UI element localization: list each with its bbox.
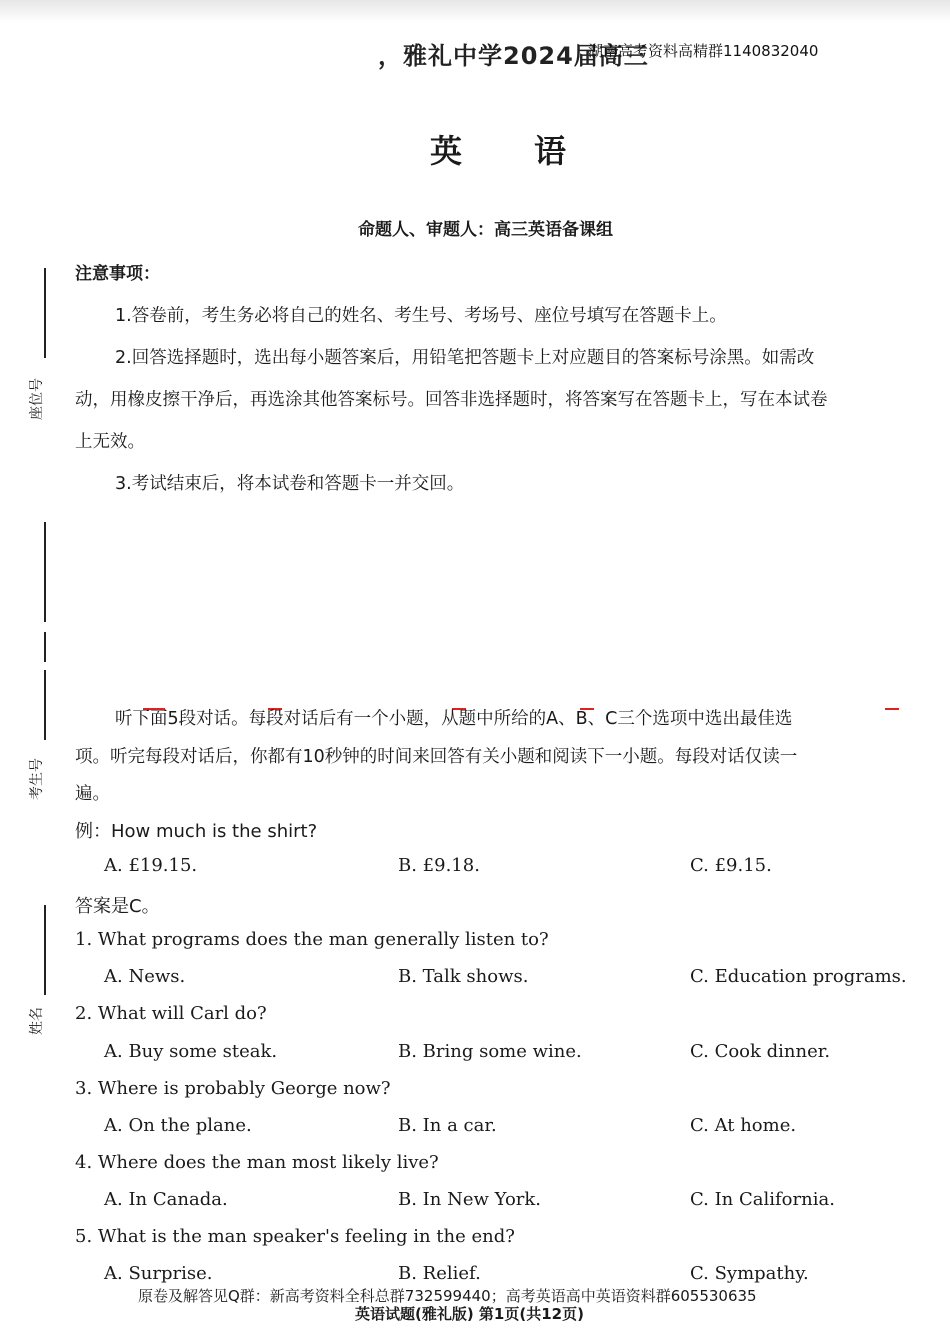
red-pen-mark bbox=[885, 708, 899, 710]
notice-item-3: 3.考试结束后，将本试卷和答题卡一并交回。 bbox=[115, 474, 465, 494]
footer-watermark: 原卷及解答见Q群：新高考资料全科总群732599440；高考英语高中英语资料群605530635 bbox=[138, 1287, 757, 1305]
authors-line: 命题人、审题人：高三英语备课组 bbox=[358, 220, 613, 240]
question-5-option-c: C. Sympathy. bbox=[690, 1263, 809, 1284]
instructions-line-1: 听下面5段对话。每段对话后有一个小题，从题中所给的A、B、C三个选项中选出最佳选 bbox=[115, 709, 793, 729]
name-label: 姓名 bbox=[29, 1007, 45, 1035]
example-answer: 答案是C。 bbox=[75, 896, 160, 917]
question-2-option-c: C. Cook dinner. bbox=[690, 1041, 831, 1062]
notice-item-2-line-2: 动，用橡皮擦干净后，再选涂其他答案标号。回答非选择题时，将答案写在答题卡上，写在本试卷 bbox=[75, 390, 828, 410]
question-4: 4. Where does the man most likely live? bbox=[75, 1152, 439, 1173]
seat-line bbox=[44, 268, 46, 358]
example-option-a: A. £19.15. bbox=[104, 855, 198, 876]
name-line bbox=[44, 905, 46, 995]
question-5-option-a: A. Surprise. bbox=[104, 1263, 213, 1284]
notice-title: 注意事项： bbox=[75, 264, 160, 284]
notice-item-1: 1.答卷前，考生务必将自己的姓名、考生号、考场号、座位号填写在答题卡上。 bbox=[115, 306, 727, 326]
question-5-option-b: B. Relief. bbox=[398, 1263, 481, 1284]
exam-no-line bbox=[44, 670, 46, 740]
question-1-option-a: A. News. bbox=[104, 966, 186, 987]
example-question: 例：How much is the shirt? bbox=[75, 821, 318, 842]
question-4-option-a: A. In Canada. bbox=[104, 1189, 228, 1210]
subject-title: 英语 bbox=[430, 132, 639, 170]
question-2: 2. What will Carl do? bbox=[75, 1003, 267, 1024]
question-1-option-b: B. Talk shows. bbox=[398, 966, 529, 987]
seat-label: 座位号 bbox=[29, 378, 45, 420]
example-option-b: B. £9.18. bbox=[398, 855, 480, 876]
question-4-option-b: B. In New York. bbox=[398, 1189, 542, 1210]
header-watermark: 湖南高考资料高精群1140832040 bbox=[588, 42, 819, 60]
scan-top-edge bbox=[0, 0, 950, 22]
question-2-option-b: B. Bring some wine. bbox=[398, 1041, 582, 1062]
binding-line-1 bbox=[44, 522, 46, 622]
question-5: 5. What is the man speaker's feeling in the end? bbox=[75, 1226, 515, 1247]
question-3-option-a: A. On the plane. bbox=[104, 1115, 252, 1136]
question-3-option-b: B. In a car. bbox=[398, 1115, 497, 1136]
instructions-line-3: 遍。 bbox=[75, 784, 110, 804]
binding-line-2 bbox=[44, 632, 46, 662]
example-option-c: C. £9.15. bbox=[690, 855, 772, 876]
question-1: 1. What programs does the man generally listen to? bbox=[75, 929, 549, 950]
question-2-option-a: A. Buy some steak. bbox=[104, 1041, 278, 1062]
question-3-option-c: C. At home. bbox=[690, 1115, 797, 1136]
question-3: 3. Where is probably George now? bbox=[75, 1078, 391, 1099]
question-4-option-c: C. In California. bbox=[690, 1189, 835, 1210]
exam-no-label: 考生号 bbox=[29, 758, 45, 800]
instructions-line-2: 项。听完每段对话后，你都有10秒钟的时间来回答有关小题和阅读下一小题。每段对话仅读一 bbox=[75, 747, 798, 767]
notice-item-2-line-1: 2.回答选择题时，选出每小题答案后，用铅笔把答题卡上对应题目的答案标号涂黑。如需改 bbox=[115, 348, 815, 368]
page-number: 英语试题(雅礼版) 第1页(共12页) bbox=[355, 1305, 584, 1323]
question-1-option-c: C. Education programs. bbox=[690, 966, 907, 987]
notice-item-2-line-3: 上无效。 bbox=[75, 432, 145, 452]
school-header: ，雅礼中学2024届高三 bbox=[378, 42, 649, 70]
